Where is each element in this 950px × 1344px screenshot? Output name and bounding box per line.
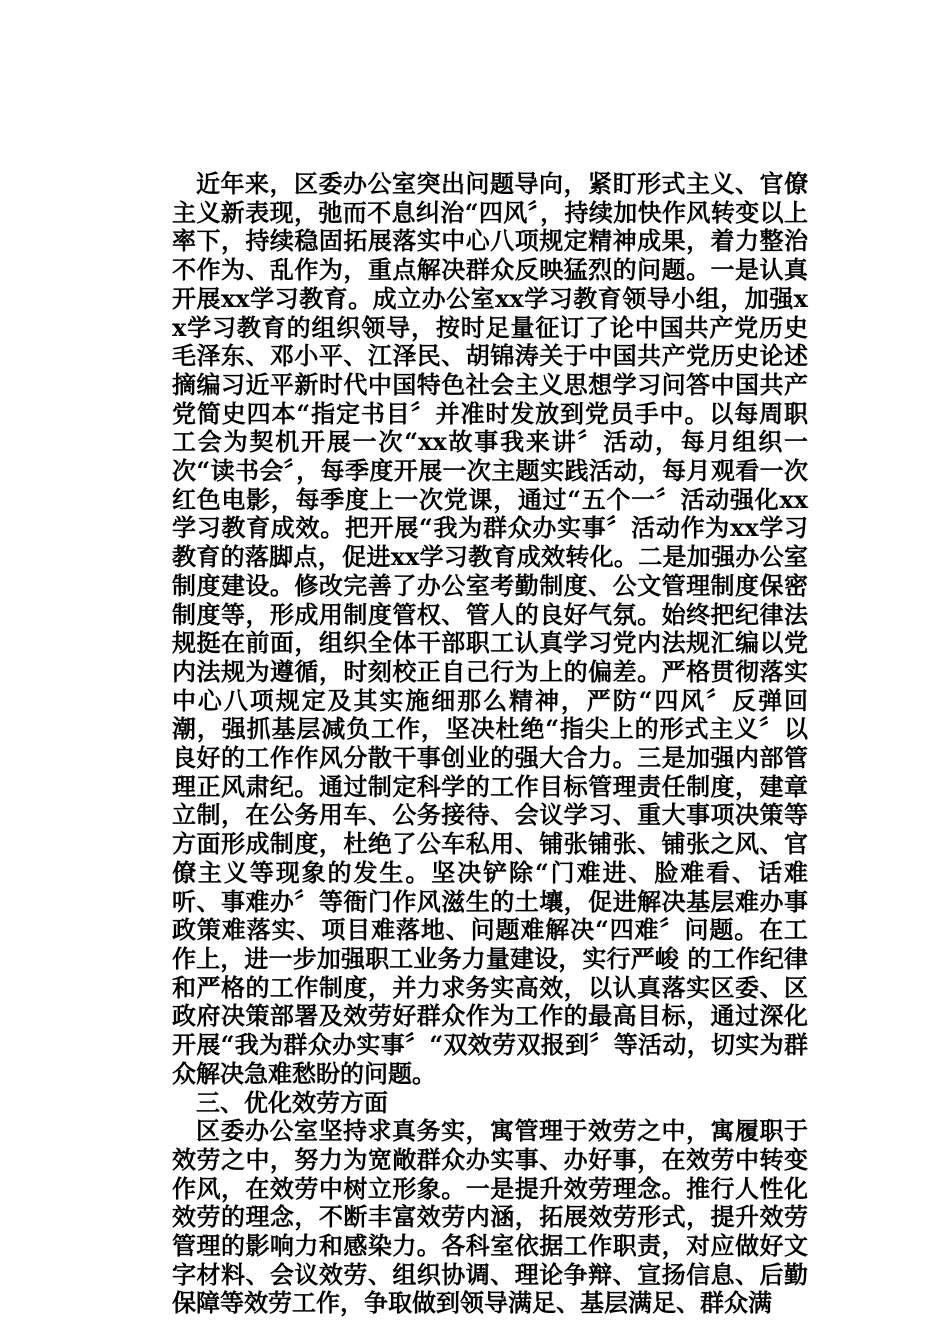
section-heading-optimize-service: 三、优化效劳方面 xyxy=(196,1087,388,1117)
document-body xyxy=(172,170,808,1318)
paragraph-style-rectification: 近年来，区委办公室突出问题导向，紧盯形式主义、官僚主义新表现，弛而不息纠治“四风〞，持续加快作风转变以上率下，持续稳固拓展落实中心八项规定精神成果，着力整治不作为、乱作为，重点解决群众反映猛烈的问题。一是认真开展xx学习教育。成立办公室xx学习教育领导小组，加强xx学习教育的组织领导，按时足量征订了论中国共产党历史毛泽东、邓小平、江泽民、胡锦涛关于中国共产党历史论述摘编习近平新时代中国特色社会主义思想学习问答中国共产党简史四本“指定书目〞并准时发放到党员手中。以每周职工会为契机开展一次“xx故事我来讲〞活动，每月组织一次“读书会〞，每季度开展一次主题实践活动，每月观看一次红色电影，每季度上一次党课，通过“五个一〞活动强化xx学习教育成效。把开展“我为群众办实事〞活动作为xx学习教育的落脚点，促进xx学习教育成效转化。二是加强办公室制度建设。修改完善了办公室考勤制度、公文管理制度保密制度等，形成用制度管权、管人的良好气氛。始终把纪律法规挺在前面，组织全体干部职工认真学习党内法规汇编以党内法规为遵循，时刻校正自己行为上的偏差。严格贯彻落实中心八项规定及其实施细那么精神，严防“四风〞反弹回潮，强抓基层减负工作，坚决杜绝“指尖上的形式主义〞以良好的工作作风分散干事创业的强大合力。三是加强内部管理正风肃纪。通过制定科学的工作目标管理责任制度，建章立制，在公务用车、公务接待、会议学习、重大事项决策等方面形成制度，杜绝了公车私用、铺张铺张、铺张之风、官僚主义等现象的发生。坚决铲除“门难进、脸难看、话难听、事难办〞等衙门作风滋生的土壤，促进解决基层难办事政策难落实、项目难落地、问题难解决“四难〞问题。在工作上，进一步加强职工业务力量建设，实行严峻 的工作纪律和严格的工作制度，并力求务实高效，以认真落实区委、区政府决策部署及效劳好群众作为工作的最高目标，通过深化开展“我为群众办实事〞“双效劳双报到〞等活动，切实为群众解决急难愁盼的问题。 xyxy=(172,169,808,1088)
paragraph-service-optimization: 区委办公室坚持求真务实，寓管理于效劳之中，寓履职于效劳之中，努力为宽敞群众办实事、办好事，在效劳中转变作风，在效劳中树立形象。一是提升效劳理念。推行人性化效劳的理念，不断丰富效劳内涵，拓展效劳形式，提升效劳管理的影响力和感染力。各科室依据工作职责，对应做好文字材料、会议效劳、组织协调、理论争辩、宣扬信息、后勤保障等效劳工作，争取做到领导满足、基层满足、群众满 xyxy=(172,1116,808,1318)
